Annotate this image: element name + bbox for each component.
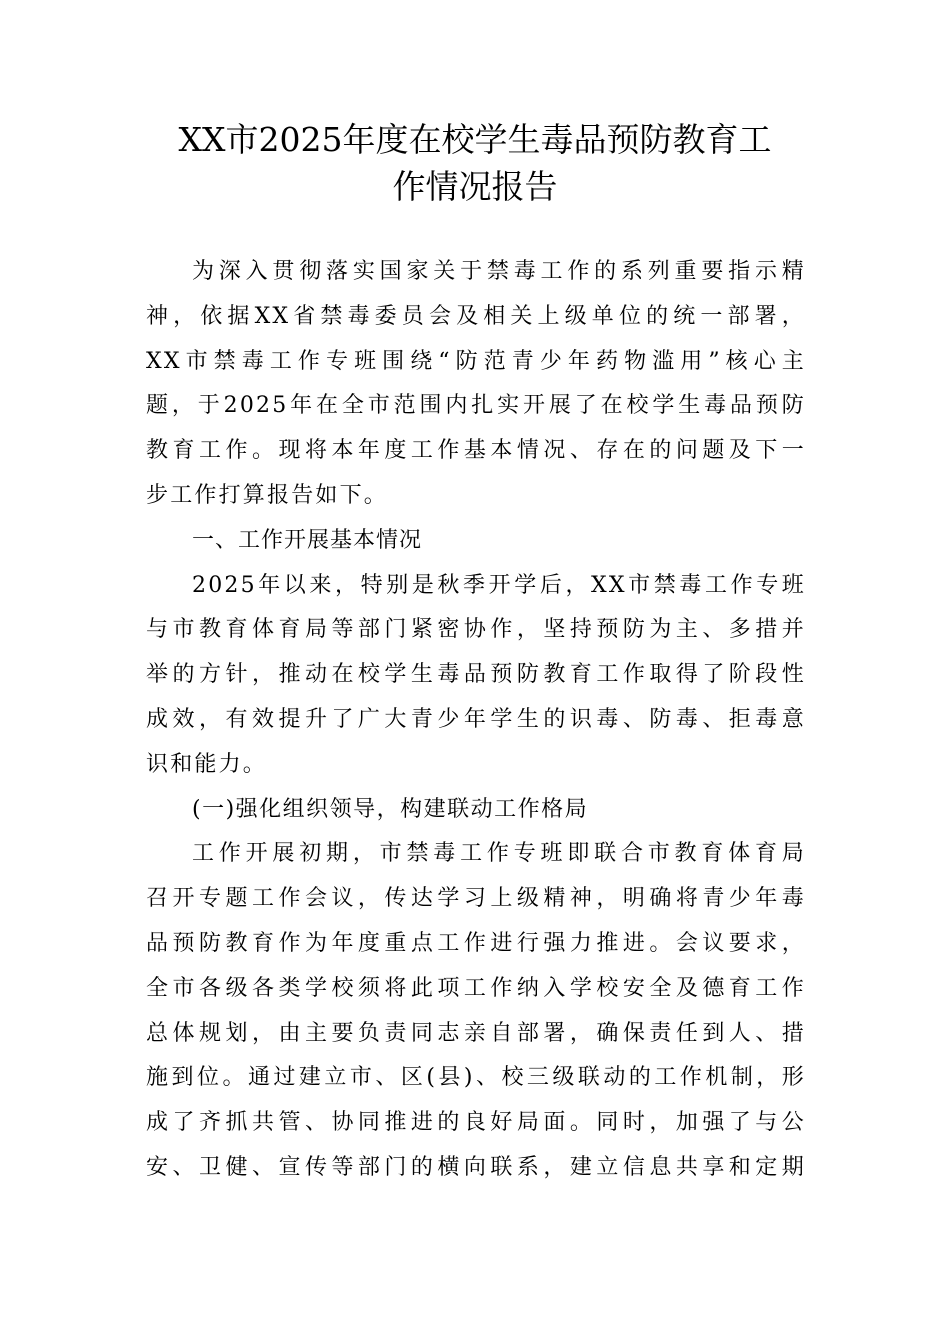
- paragraph-line: 工作开展初期，市禁毒工作专班即联合市教育体育局: [192, 841, 806, 867]
- paragraph-line: XX市禁毒工作专班围绕“防范青少年药物滥用”核心主: [146, 348, 806, 374]
- paragraph-line: 召开专题工作会议，传达学习上级精神，明确将青少年毒: [146, 886, 806, 912]
- paragraph-line: 成效，有效提升了广大青少年学生的识毒、防毒、拒毒意: [146, 706, 806, 732]
- paragraph-line: 安、卫健、宣传等部门的横向联系，建立信息共享和定期: [146, 1154, 806, 1180]
- paragraph-line: 与市教育体育局等部门紧密协作，坚持预防为主、多措并: [146, 617, 806, 643]
- paragraph-line: 成了齐抓共管、协同推进的良好局面。同时，加强了与公: [146, 1110, 806, 1136]
- subsection-heading: (一)强化组织领导，构建联动工作格局: [192, 796, 589, 822]
- paragraph-line: 施到位。通过建立市、区(县)、校三级联动的工作机制，形: [146, 1065, 806, 1091]
- document-body: [146, 250, 806, 1191]
- paragraph-line: 2025年以来，特别是秋季开学后，XX市禁毒工作专班: [192, 572, 806, 598]
- paragraph-line: 神，依据XX省禁毒委员会及相关上级单位的统一部署，: [146, 303, 806, 329]
- paragraph-line: 识和能力。: [146, 751, 268, 777]
- title-line-2: 作情况报告: [392, 167, 558, 206]
- title-line-1: XX市2025年度在校学生毒品预防教育工: [178, 120, 772, 159]
- paragraph-line: 全市各级各类学校须将此项工作纳入学校安全及德育工作: [146, 975, 806, 1001]
- section1-paragraph: [146, 564, 806, 788]
- document-title: [120, 116, 830, 210]
- paragraph-line: 教育工作。现将本年度工作基本情况、存在的问题及下一: [146, 438, 806, 464]
- paragraph-line: 题，于2025年在全市范围内扎实开展了在校学生毒品预防: [146, 393, 806, 419]
- subsection1-paragraph: [146, 832, 806, 1190]
- intro-paragraph: [146, 250, 806, 519]
- paragraph-line: 举的方针，推动在校学生毒品预防教育工作取得了阶段性: [146, 662, 806, 688]
- paragraph-line: 步工作打算报告如下。: [146, 482, 389, 508]
- paragraph-line: 品预防教育作为年度重点工作进行强力推进。会议要求，: [146, 930, 806, 956]
- paragraph-line: 总体规划，由主要负责同志亲自部署，确保责任到人、措: [146, 1020, 806, 1046]
- paragraph-line: 为深入贯彻落实国家关于禁毒工作的系列重要指示精: [192, 259, 806, 284]
- section-heading: 一、工作开展基本情况: [192, 527, 423, 553]
